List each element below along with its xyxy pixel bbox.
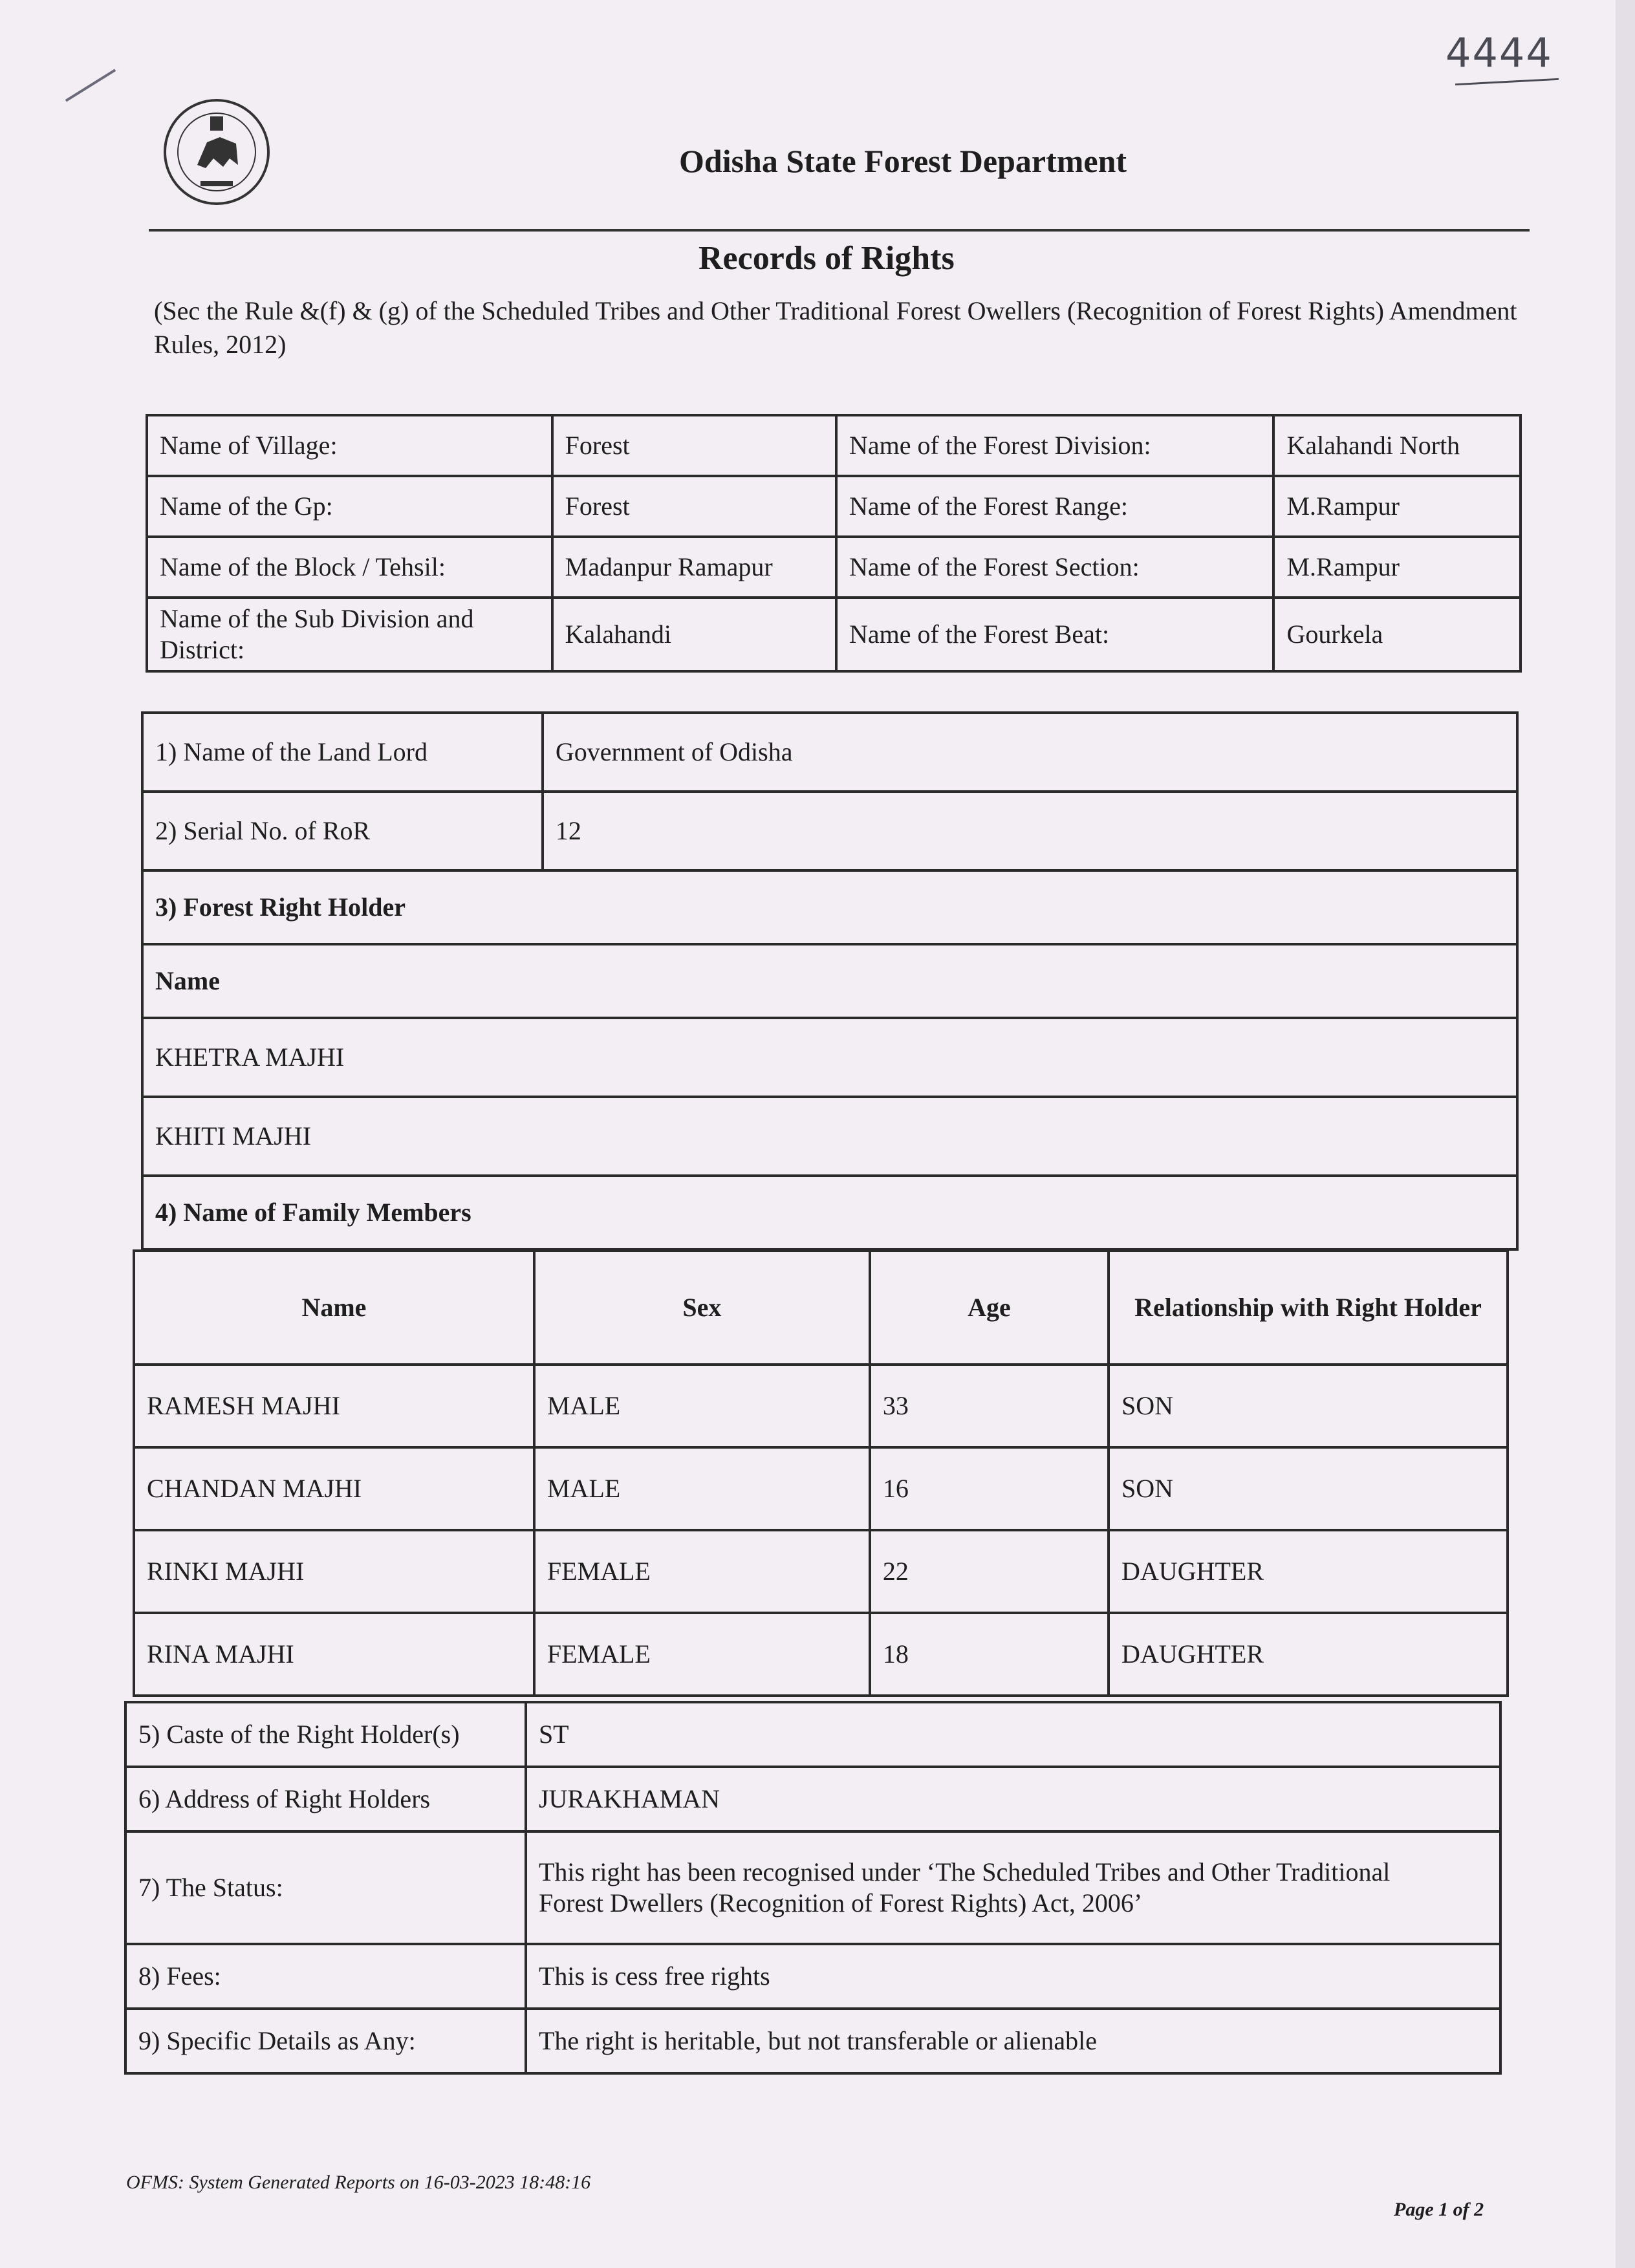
table-row — [142, 870, 1517, 944]
holder-name: KHETRA MAJHI — [142, 1018, 1517, 1097]
pen-mark — [65, 69, 116, 102]
member-name: RINA MAJHI — [134, 1613, 534, 1696]
member-relationship: DAUGHTER — [1109, 1613, 1508, 1696]
table-row — [134, 1613, 1508, 1696]
range-label: Name of the Forest Range: — [836, 476, 1274, 537]
member-name: RAMESH MAJHI — [134, 1365, 534, 1447]
table-header-row — [134, 1251, 1508, 1365]
table-row — [142, 944, 1517, 1018]
status-line-2: Forest Dwellers (Recognition of Forest Rights) Act, 2006’ — [538, 1888, 1143, 1917]
table-row — [125, 1702, 1500, 1767]
details-value: The right is heritable, but not transferable or alienable — [526, 2009, 1500, 2073]
member-relationship: SON — [1109, 1447, 1508, 1530]
family-table — [133, 1249, 1509, 1697]
table-row — [142, 792, 1517, 870]
table-row — [142, 1176, 1517, 1249]
status-line-1: This right has been recognised under ‘The Scheduled Tribes and Other Traditional — [538, 1857, 1391, 1886]
table-row — [142, 1018, 1517, 1097]
page-edge-shadow — [1616, 0, 1635, 2268]
member-sex: FEMALE — [534, 1613, 870, 1696]
village-value: Forest — [552, 415, 836, 476]
table-row — [142, 713, 1517, 792]
subdivision-label: Name of the Sub Division and District: — [147, 598, 552, 671]
block-label: Name of the Block / Tehsil: — [147, 537, 552, 598]
family-header-relationship: Relationship with Right Holder — [1109, 1251, 1508, 1365]
table-row — [125, 1767, 1500, 1831]
table-row — [125, 2009, 1500, 2073]
member-sex: MALE — [534, 1365, 870, 1447]
member-age: 22 — [870, 1530, 1109, 1613]
table-row — [147, 537, 1521, 598]
status-label: 7) The Status: — [125, 1831, 526, 1944]
table-row — [134, 1447, 1508, 1530]
details-table — [124, 1701, 1502, 2075]
details-label: 9) Specific Details as Any: — [125, 2009, 526, 2073]
fees-label: 8) Fees: — [125, 1944, 526, 2009]
holder-name: KHITI MAJHI — [142, 1097, 1517, 1176]
table-row — [142, 1097, 1517, 1176]
handwritten-number: 4444 — [1446, 29, 1553, 76]
member-age: 16 — [870, 1447, 1109, 1530]
fees-value: This is cess free rights — [526, 1944, 1500, 2009]
table-row — [134, 1365, 1508, 1447]
address-value: JURAKHAMAN — [526, 1767, 1500, 1831]
gp-label: Name of the Gp: — [147, 476, 552, 537]
member-sex: MALE — [534, 1447, 870, 1530]
table-row — [147, 598, 1521, 671]
holder-name-header: Name — [142, 944, 1517, 1018]
member-sex: FEMALE — [534, 1530, 870, 1613]
land-lord-value: Government of Odisha — [543, 713, 1517, 792]
section-value: M.Rampur — [1273, 537, 1521, 598]
department-title: Odisha State Forest Department — [679, 143, 1127, 179]
table-row — [134, 1530, 1508, 1613]
division-value: Kalahandi North — [1273, 415, 1521, 476]
odisha-emblem-seal — [162, 97, 272, 207]
family-header-age: Age — [870, 1251, 1109, 1365]
footer-page-number: Page 1 of 2 — [1394, 2199, 1484, 2220]
serial-value: 12 — [543, 792, 1517, 870]
family-section-title: 4) Name of Family Members — [142, 1176, 1517, 1249]
header-rule — [149, 229, 1530, 232]
member-age: 33 — [870, 1365, 1109, 1447]
member-name: RINKI MAJHI — [134, 1530, 534, 1613]
beat-label: Name of the Forest Beat: — [836, 598, 1274, 671]
document-title: Records of Rights — [698, 240, 955, 277]
member-age: 18 — [870, 1613, 1109, 1696]
member-relationship: SON — [1109, 1365, 1508, 1447]
table-row — [125, 1944, 1500, 2009]
member-name: CHANDAN MAJHI — [134, 1447, 534, 1530]
handwritten-underline — [1455, 78, 1559, 85]
division-label: Name of the Forest Division: — [836, 415, 1274, 476]
range-value: M.Rampur — [1273, 476, 1521, 537]
holder-section-title: 3) Forest Right Holder — [142, 870, 1517, 944]
rule-reference: (Sec the Rule &(f) & (g) of the Scheduled Tribes and Other Traditional Forest Owellers (Recognition of Forest Rights) Amendment Rules, 2012) — [154, 296, 1517, 359]
holder-table — [141, 711, 1519, 1251]
subdivision-value: Kalahandi — [552, 598, 836, 671]
caste-label: 5) Caste of the Right Holder(s) — [125, 1702, 526, 1767]
caste-value: ST — [526, 1702, 1500, 1767]
family-header-sex: Sex — [534, 1251, 870, 1365]
serial-label: 2) Serial No. of RoR — [142, 792, 543, 870]
land-lord-label: 1) Name of the Land Lord — [142, 713, 543, 792]
location-table — [146, 414, 1522, 673]
table-row — [147, 476, 1521, 537]
family-header-name: Name — [134, 1251, 534, 1365]
member-relationship: DAUGHTER — [1109, 1530, 1508, 1613]
address-label: 6) Address of Right Holders — [125, 1767, 526, 1831]
village-label: Name of Village: — [147, 415, 552, 476]
section-label: Name of the Forest Section: — [836, 537, 1274, 598]
beat-value: Gourkela — [1273, 598, 1521, 671]
block-value: Madanpur Ramapur — [552, 537, 836, 598]
table-row — [125, 1831, 1500, 1944]
status-value — [526, 1831, 1500, 1944]
footer-generated: OFMS: System Generated Reports on 16-03-2023 18:48:16 — [126, 2172, 591, 2193]
table-row — [147, 415, 1521, 476]
gp-value: Forest — [552, 476, 836, 537]
